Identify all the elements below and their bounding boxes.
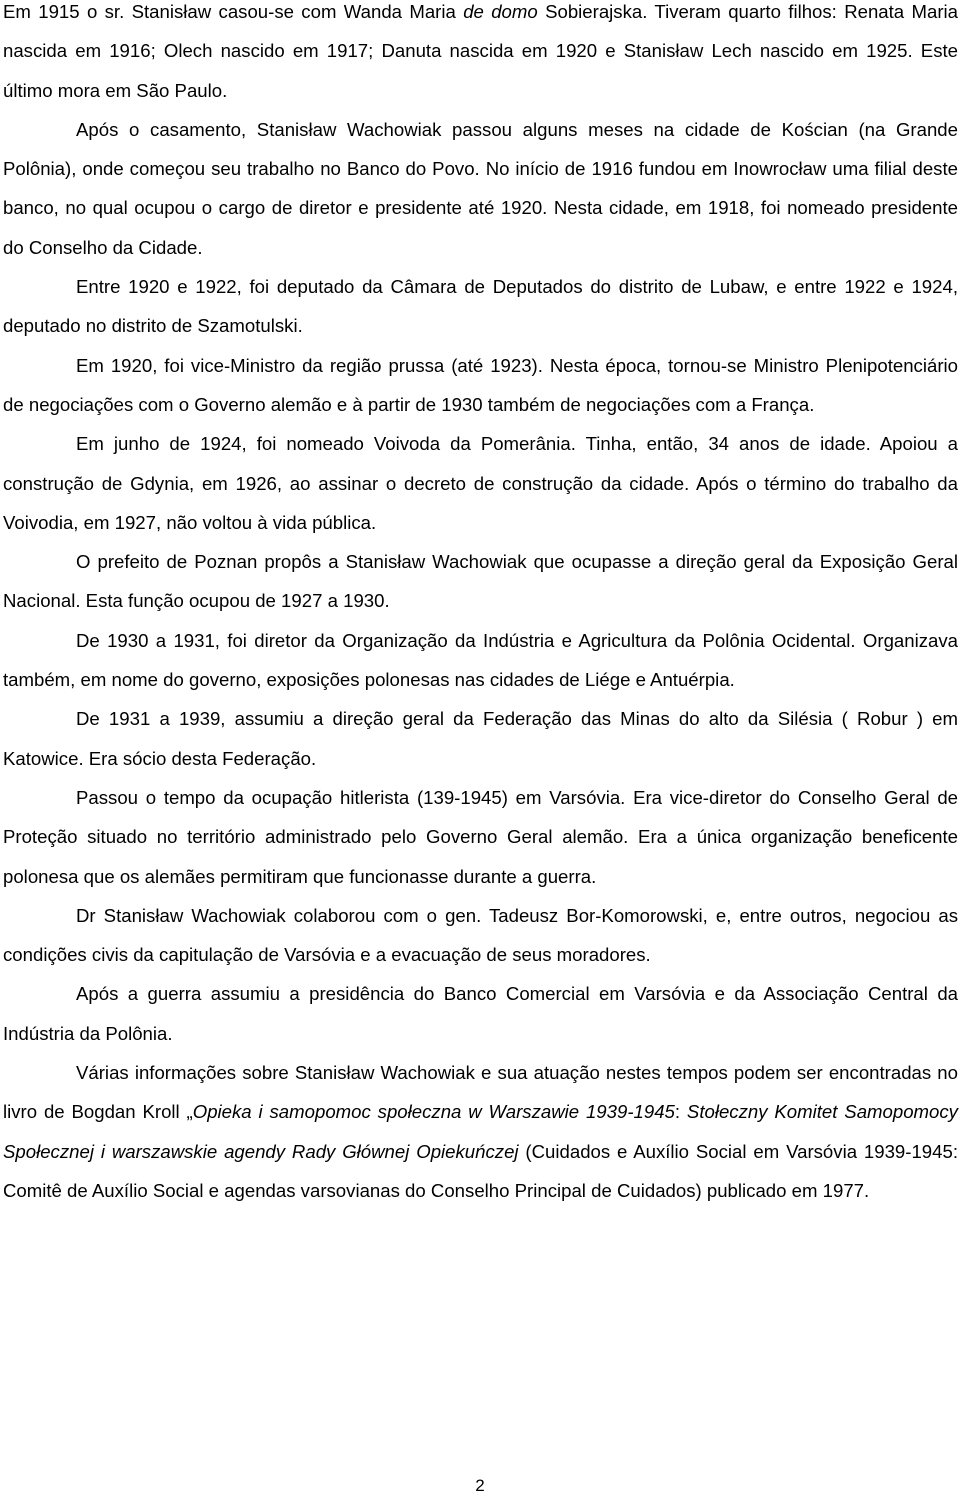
paragraph-postwar	[3, 974, 958, 1053]
book-subtitle-italic: Stołeczny Komitet Samopomocy Społecznej i warszawskie agendy Rady Głównej Opiekuńczej	[3, 1101, 958, 1162]
text-run: Dr Stanisław Wachowiak colaborou com o gen. Tadeusz Bor-Komorowski, e, entre outros, negociou as condições civis da capitulação de Varsóvia e a evacuação de seus moradores.	[3, 904, 958, 966]
paragraph-mines-federation	[3, 699, 958, 778]
paragraph-marriage	[3, 0, 958, 110]
text-run: Entre 1920 e 1922, foi deputado da Câmara de Deputados do distrito de Lubaw, e entre 1922 e 1924, deputado no distrito de Szamotulski.	[3, 276, 958, 337]
italic-text-run: de domo	[463, 1, 538, 22]
text-run: Em 1915 o sr. Stanisław casou-se com Wanda Maria	[3, 1, 464, 22]
text-run: Passou o tempo da ocupação hitlerista (139-1945) em Varsóvia. Era vice-diretor do Conselho Geral de Proteção situado no território administrado pelo Governo Geral alemão. Era a única organização beneficente polonesa que os alemães permitiram que funcionasse durante a guerra.	[3, 786, 958, 887]
text-run: Em 1920, foi vice-Ministro da região prussa (até 1923). Nesta época, tornou-se Ministro Plenipotenciário de negociações com o Governo alemão e à partir de 1930 também de negociações com a França.	[3, 354, 958, 415]
text-run: (Cuidados e Auxílio Social em Varsóvia 1939-1945: Comitê de Auxílio Social e agendas varsovianas do Conselho Principal de Cuidados) publicado em 1977.	[3, 1140, 958, 1201]
paragraph-exposition	[3, 542, 958, 621]
paragraph-occupation	[3, 778, 958, 896]
paragraph-voivode	[3, 424, 958, 542]
book-title-italic: Opieka i samopomoc społeczna w Warszawie 1939-1945	[192, 1101, 675, 1123]
text-run: Várias informações sobre Stanisław Wachowiak e sua atuação nestes tempos podem ser encontradas no livro de Bogdan Kroll „	[3, 1062, 958, 1123]
paragraph-bank-career	[3, 110, 958, 267]
text-run: De 1930 a 1931, foi diretor da Organização da Indústria e Agricultura da Polônia Ocidental. Organizava também, em nome do governo, exposições polonesas nas cidades de Liége e Antuérpia.	[3, 629, 958, 691]
text-run: Após a guerra assumiu a presidência do Banco Comercial em Varsóvia e da Associação Central da Indústria da Polônia.	[3, 983, 958, 1044]
paragraph-capitulation	[3, 896, 958, 975]
text-run: Sobierajska. Tiveram quarto filhos: Renata Maria nascida em 1916; Olech nascido em 1917; Danuta nascida em 1920 e Stanisław Lech nascido em 1925. Este último mora em São Paulo.	[3, 1, 958, 101]
paragraph-deputy	[3, 267, 958, 346]
paragraph-book-reference	[3, 1053, 958, 1210]
document-body	[3, 0, 958, 1210]
page-number: 2	[475, 1476, 485, 1495]
text-run: Após o casamento, Stanisław Wachowiak passou alguns meses na cidade de Kościan (na Grande Polônia), onde começou seu trabalho no Banco do Povo. No início de 1916 fundou em Inowrocław uma filial deste banco, no qual ocupou o cargo de diretor e presidente até 1920. Nesta cidade, em 1918, foi nomeado presidente do Conselho da Cidade.	[3, 118, 958, 258]
paragraph-industry-organization	[3, 621, 958, 700]
text-run: :	[674, 1101, 687, 1123]
text-run: Em junho de 1924, foi nomeado Voivoda da Pomerânia. Tinha, então, 34 anos de idade. Apoiou a construção de Gdynia, em 1926, ao assinar o decreto de construção da cidade. Após o término do trabalho da Voivodia, em 1927, não voltou à vida pública.	[3, 433, 958, 533]
paragraph-vice-minister	[3, 346, 958, 425]
text-run: O prefeito de Poznan propôs a Stanisław Wachowiak que ocupasse a direção geral da Exposição Geral Nacional. Esta função ocupou de 1927 a 1930.	[3, 551, 958, 612]
text-run: De 1931 a 1939, assumiu a direção geral da Federação das Minas do alto da Silésia ( Robur ) em Katowice. Era sócio desta Federação.	[3, 708, 958, 769]
